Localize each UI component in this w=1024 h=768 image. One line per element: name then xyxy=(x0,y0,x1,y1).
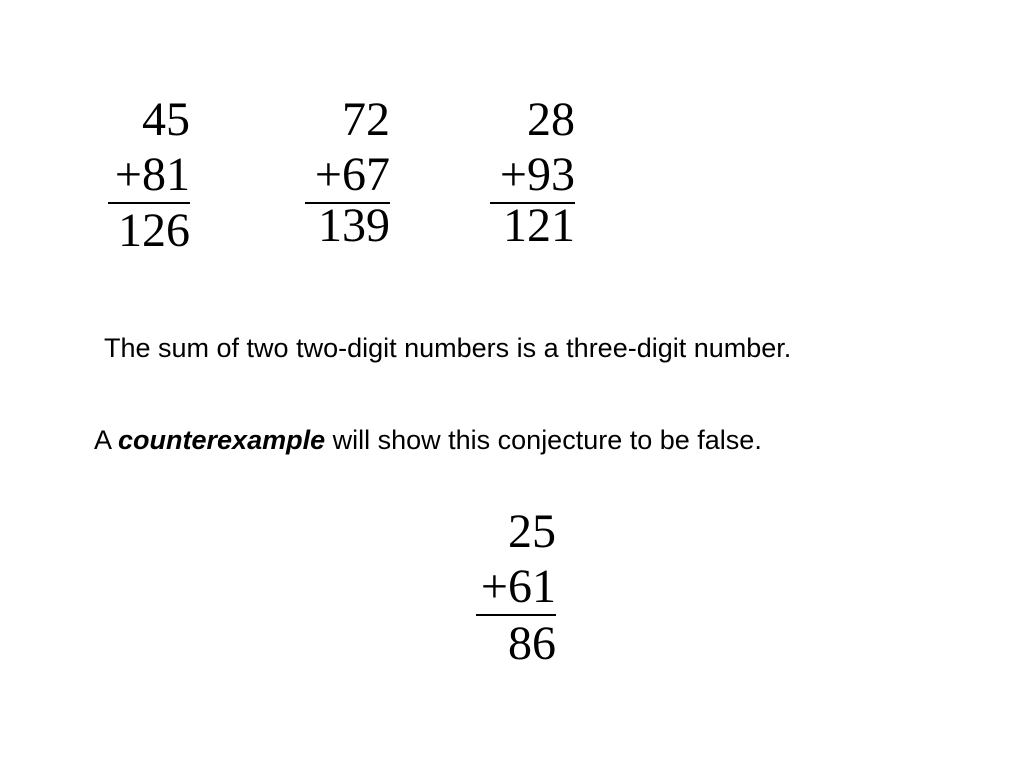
counterexample-addition xyxy=(476,504,556,671)
sum-result: 139 xyxy=(318,199,390,252)
addend-top: 72 xyxy=(342,93,390,146)
addend-bottom: +61 xyxy=(480,560,556,613)
sum-result: 121 xyxy=(503,199,575,252)
addition-example-2 xyxy=(305,92,390,253)
conjecture-statement: The sum of two two-digit numbers is a three-digit number. xyxy=(104,333,792,363)
addition-example-1 xyxy=(108,92,190,258)
counterexample-suffix: will show this conjecture to be false. xyxy=(325,425,762,455)
counterexample-term: counterexample xyxy=(118,425,326,455)
addend-top: 28 xyxy=(527,93,575,146)
addend-bottom: +67 xyxy=(314,148,390,201)
addend-bottom: +93 xyxy=(499,148,575,201)
addend-bottom: +81 xyxy=(114,148,190,201)
addition-example-3 xyxy=(490,92,575,253)
counterexample-statement xyxy=(94,425,762,456)
addend-top: 45 xyxy=(142,93,190,146)
sum-result: 86 xyxy=(508,617,556,670)
sum-result: 126 xyxy=(118,204,190,257)
addend-top: 25 xyxy=(508,505,556,558)
counterexample-prefix: A xyxy=(94,425,119,455)
